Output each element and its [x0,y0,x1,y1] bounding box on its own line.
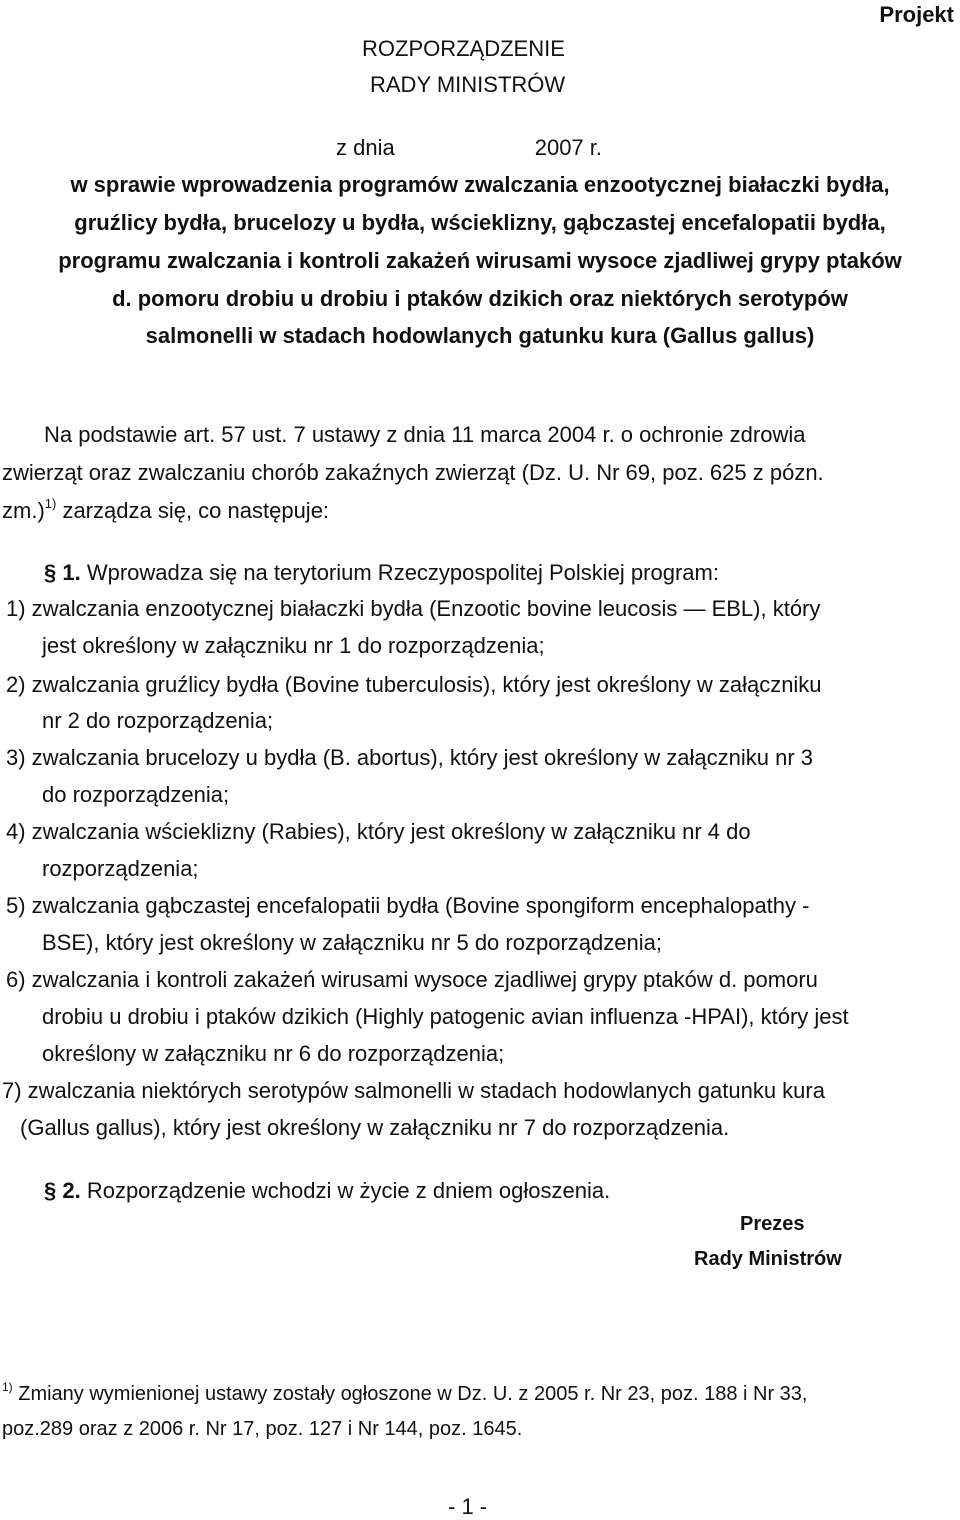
footnote-continuation: poz.289 oraz z 2006 r. Nr 17, poz. 127 i Nr 144, poz. 1645. [2,1418,523,1440]
list-item-continuation: (Gallus gallus), który jest określony w załączniku nr 7 do rozporządzenia. [20,1115,730,1140]
date-year: 2007 r. [534,135,602,160]
list-item-continuation: określony w załączniku nr 6 do rozporządzenia; [42,1041,505,1066]
section-2-text: Rozporządzenie wchodzi w życie z dniem ogłoszenia. [80,1178,611,1203]
subject-line: gruźlicy bydła, brucelozy u bydła, wścieklizny, gąbczastej encefalopatii bydła, [74,210,886,235]
projekt-label: Projekt [879,2,954,27]
subject-line: programu zwalczania i kontroli zakażeń wirusami wysoce zjadliwej grypy ptaków [58,248,902,273]
footnote-ref: 1) [44,496,57,511]
list-item-continuation: rozporządzenia; [42,856,199,881]
page-number: - 1 - [448,1494,488,1519]
preamble-line: zwierząt oraz zwalczaniu chorób zakaźnych zwierząt (Dz. U. Nr 69, poz. 625 z pózn. [2,460,824,485]
list-item: 3) zwalczania brucelozy u bydła (B. abortus), który jest określony w załączniku nr 3 [6,745,814,770]
section-mark: § 2. [44,1178,81,1203]
list-item: 7) zwalczania niektórych serotypów salmonelli w stadach hodowlanych gatunku kura [2,1078,825,1103]
list-item: 6) zwalczania i kontroli zakażeń wirusami wysoce zjadliwej grypy ptaków d. pomoru [6,967,818,992]
subject-line: salmonelli w stadach hodowlanych gatunku kura (Gallus gallus) [145,323,815,348]
list-item: 4) zwalczania wścieklizny (Rabies), który jest określony w załączniku nr 4 do [6,819,751,844]
preamble-text: zm.) [2,498,45,523]
footnote [2,1380,808,1406]
list-item: 1) zwalczania enzootycznej białaczki bydła (Enzootic bovine leucosis — EBL), który [6,596,821,621]
subject-line: w sprawie wprowadzenia programów zwalczania enzootycznej białaczki bydła, [70,172,890,197]
preamble-line: Na podstawie art. 57 ust. 7 ustawy z dnia 11 marca 2004 r. o ochronie zdrowia [44,422,806,447]
footnote-marker: 1) [2,1380,13,1394]
list-item: 5) zwalczania gąbczastej encefalopatii bydła (Bovine spongiform encephalopathy - [6,893,810,918]
list-item-continuation: drobiu u drobiu i ptaków dzikich (Highly patogenic avian influenza -HPAI), który jest [42,1004,849,1029]
document-date [336,135,602,161]
section-2 [44,1178,610,1204]
preamble-text: zarządza się, co następuje: [56,498,330,523]
subject-line: d. pomoru drobiu u drobiu i ptaków dzikich oraz niektórych serotypów [112,286,848,311]
list-item-continuation: nr 2 do rozporządzenia; [42,708,274,733]
section-1-text: Wprowadza się na terytorium Rzeczypospolitej Polskiej program: [80,560,719,585]
list-item-continuation: jest określony w załączniku nr 1 do rozporządzenia; [42,633,545,658]
list-item: 2) zwalczania gruźlicy bydła (Bovine tuberculosis), który jest określony w załączniku [6,672,822,697]
signature-authority: Rady Ministrów [694,1248,842,1270]
signature-title: Prezes [740,1213,805,1235]
document-title-authority: RADY MINISTRÓW [370,72,566,97]
section-mark: § 1. [44,560,81,585]
date-prefix: z dnia [336,135,395,160]
preamble-line [2,498,329,524]
section-1-intro [44,560,719,586]
list-item-continuation: BSE), który jest określony w załączniku nr 5 do rozporządzenia; [42,930,662,955]
footnote-text: Zmiany wymienionej ustawy zostały ogłoszone w Dz. U. z 2005 r. Nr 23, poz. 188 i Nr 33, [12,1383,808,1405]
list-item-continuation: do rozporządzenia; [42,782,230,807]
document-title: ROZPORZĄDZENIE [362,36,565,61]
